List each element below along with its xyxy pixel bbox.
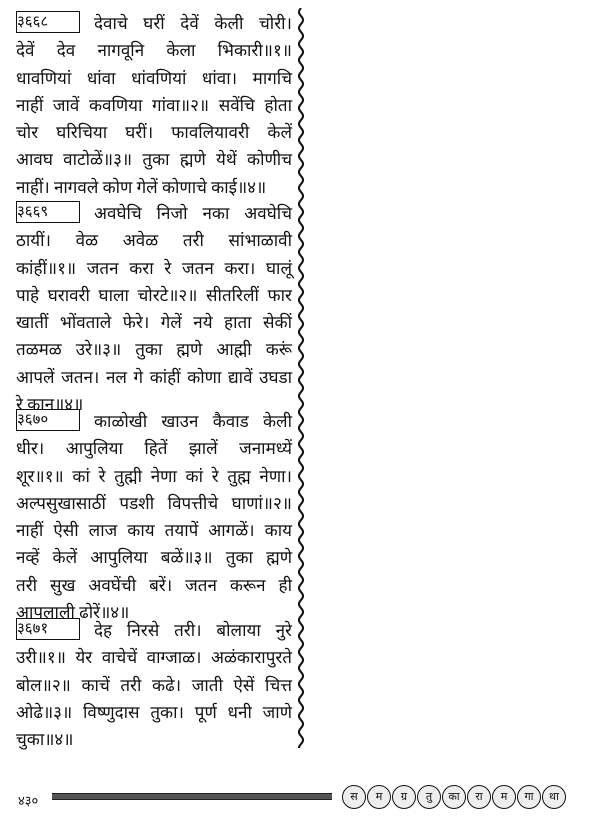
abhang-number-box: ३६६८: [16, 11, 80, 33]
series-letter-circle: ग्र: [392, 785, 416, 809]
series-letter-circle: स: [342, 785, 366, 809]
abhang-block: [16, 200, 292, 418]
verse-line: आपलाली ढोरें॥४॥: [16, 603, 130, 623]
page-number: ४३०: [18, 793, 39, 808]
verse-line: ओढे॥३॥ विष्णुदास तुका। पूर्ण धनी जाणे: [16, 702, 292, 722]
verse-line: तरी सुख अवघेंची बरें। जतन करून ही: [16, 575, 292, 595]
verse-line: [16, 10, 292, 37]
series-letter-circle: था: [542, 785, 566, 809]
verse-line: चुका॥४॥: [16, 730, 74, 750]
verse-line: नाहीं। नागवले कोण गेलें कोणाचे काई॥४॥: [16, 177, 267, 197]
verse-text: देवाचे घरीं देवें केली चोरी।: [94, 14, 292, 33]
verse-line: [16, 617, 292, 644]
verse-line: नाहीं जावें कवणिया गांवा॥२॥ सवेंचि होता: [16, 95, 292, 115]
verse-text: अवघेचि निजो नका अवघेचि: [94, 204, 292, 223]
series-letter-circle: रा: [467, 785, 491, 809]
abhang-number-box: ३६७१: [16, 618, 80, 640]
abhang-block: [16, 408, 292, 626]
verse-line: धीर। आपुलिया हितें झालें जनामध्यें: [16, 439, 292, 459]
series-letter-circle: म: [367, 785, 391, 809]
verse-line: आवघ वाटोळें॥३॥ तुका ह्मणे येथें कोणीच: [16, 150, 292, 170]
verse-text: काळोखी खाउन कैवाड केली: [94, 412, 292, 431]
series-letter-circle: तु: [417, 785, 441, 809]
verse-line: पाहे घरावरी घाला चोरटे॥२॥ सीतरिलीं फार: [16, 285, 292, 305]
series-letter-circle: म: [492, 785, 516, 809]
wavy-column-divider: [296, 8, 306, 748]
verse-line: नव्हें केलें आपुलिया बळें॥३॥ तुका ह्मणे: [16, 548, 292, 568]
verse-line: आपलें जतन। नल गे कांहीं कोणा द्यावें उघडा: [16, 367, 292, 387]
abhang-block: [16, 10, 292, 201]
verse-line: कांहीं॥१॥ जतन करा रे जतन करा। घालूं: [16, 258, 292, 278]
verse-line: [16, 200, 292, 227]
verse-line: नाहीं ऐसी लाज काय तयापें आगळें। काय: [16, 521, 292, 541]
series-title-logo: [342, 785, 567, 809]
verse-line: उरी॥१॥ येर वाचेचें वाग्जाळ। अळंकारापुरते: [16, 648, 292, 668]
verse-text: देह निरसे तरी। बोलाया नुरे: [94, 621, 292, 640]
verse-line: देवें देव नागवूनि केला भिकारी॥१॥: [16, 41, 292, 61]
verse-line: अल्पसुखासाठीं पडशी विपत्तीचे घाणां॥२॥: [16, 493, 292, 513]
footer-rule: [52, 793, 332, 800]
series-letter-circle: गा: [517, 785, 541, 809]
verse-line: शूर॥१॥ कां रे तुह्मी नेणा कां रे तुह्म नेणा।: [16, 466, 292, 486]
series-letter-circle: का: [442, 785, 466, 809]
verse-line: बोल॥२॥ काचें तरी कढे। जाती ऐसें चित्त: [16, 675, 292, 695]
verse-line: खातीं भोंवताले फेरे। गेलें नये हाता सेकीं: [16, 313, 292, 333]
abhang-number-box: ३६६९: [16, 201, 80, 223]
verse-line: रे कान॥४॥: [16, 395, 84, 415]
verse-line: धावणियां धांवा धांवणियां धांवा। मागचि: [16, 68, 292, 88]
verse-line: तळमळ उरे॥३॥ तुका ह्मणे आह्मी करूं: [16, 340, 292, 360]
abhang-number-box: ३६७०: [16, 409, 80, 431]
abhang-block: [16, 617, 292, 753]
verse-line: [16, 408, 292, 435]
verse-line: ठायीं। वेळ अवेळ तरी सांभाळावी: [16, 231, 292, 251]
verse-line: चोर घरिचिया घरीं। फावलियावरी केलें: [16, 123, 292, 143]
